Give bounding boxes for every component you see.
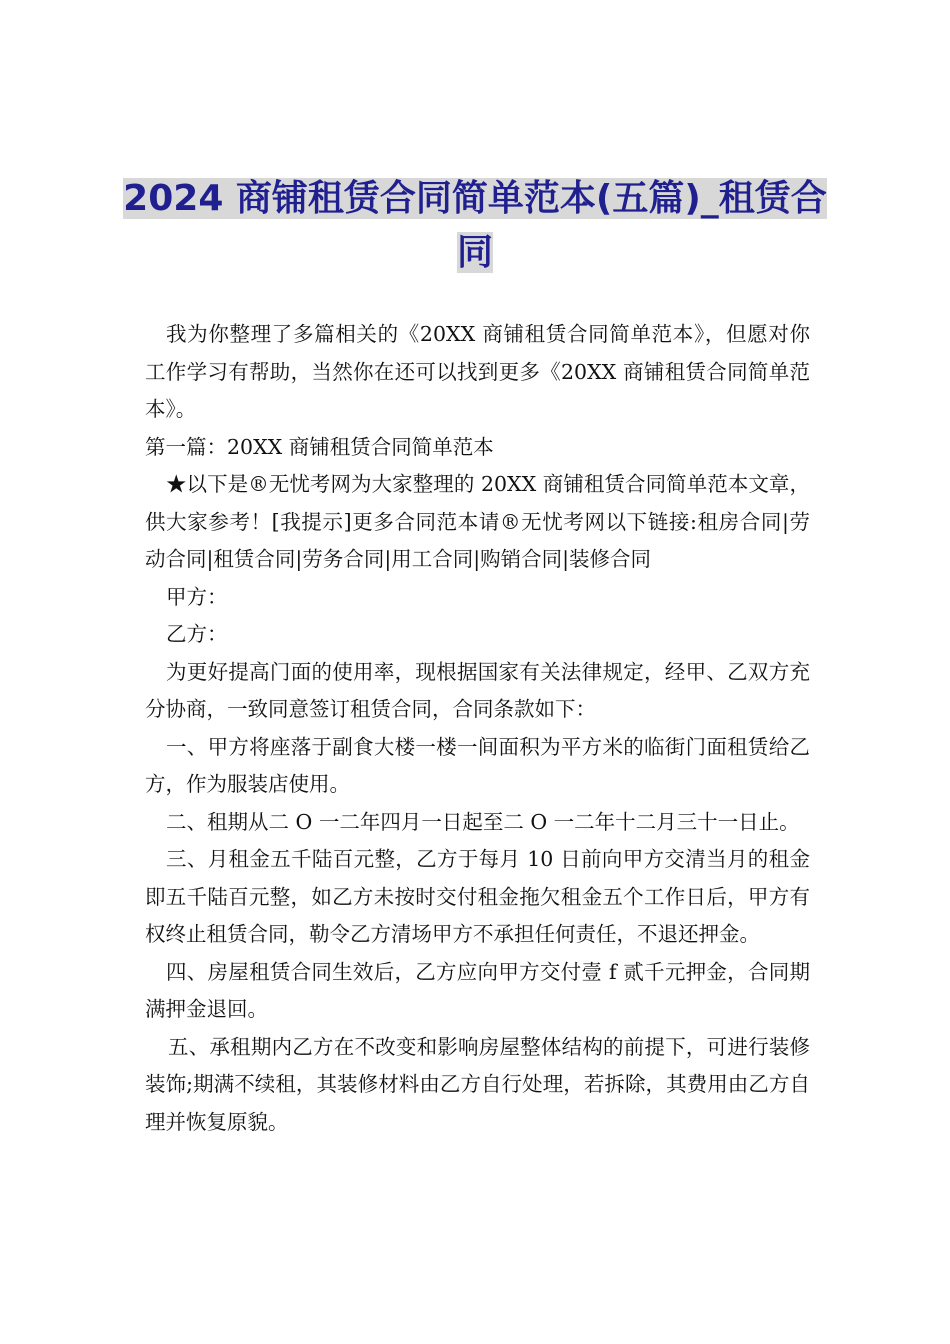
clause-4: 四、房屋租赁合同生效后，乙方应向甲方交付壹 f 贰千元押金，合同期满押金退回。	[145, 959, 810, 1021]
notice-paragraph: ★以下是®无忧考网为大家整理的 20XX 商铺租赁合同简单范本文章，供大家参考！[我提示]更多合同范本请®无忧考网以下链接:租房合同|劳动合同|租赁合同|劳务合同|用工合同|购销合同|装修合同	[145, 472, 810, 571]
section-heading: 第一篇：20XX 商铺租赁合同简单范本	[145, 434, 494, 459]
preamble-paragraph: 为更好提高门面的使用率，现根据国家有关法律规定，经甲、乙双方充分协商，一致同意签订租赁合同，合同条款如下：	[145, 659, 810, 721]
document-title: 2024 商铺租赁合同简单范本(五篇)_租赁合同	[123, 178, 827, 273]
party-b-line: 乙方：	[166, 622, 228, 646]
party-a-line: 甲方：	[166, 584, 228, 609]
clause-5: 五、承租期内乙方在不改变和影响房屋整体结构的前提下，可进行装修装饰;期满不续租，其装修材料由乙方自行处理，若拆除，其费用由乙方自理并恢复原貌。	[145, 1034, 810, 1134]
clause-3: 三、月租金五千陆百元整，乙方于每月 10 日前向甲方交清当月的租金即五千陆百元整，如乙方未按时交付租金拖欠租金五个工作日后，甲方有权终止租赁合同，勒令乙方清场甲方不承担任何责任，不退还押金。	[145, 847, 810, 946]
document-body	[145, 316, 810, 1141]
clause-2: 二、租期从二 O 一二年四月一日起至二 O 一二年十二月三十一日止。	[166, 809, 800, 834]
intro-paragraph: 我为你整理了多篇相关的《20XX 商铺租赁合同简单范本》，但愿对你工作学习有帮助，当然你在还可以找到更多《20XX 商铺租赁合同简单范本》。	[145, 322, 810, 421]
clause-1: 一、甲方将座落于副食大楼一楼一间面积为平方米的临街门面租赁给乙方，作为服装店使用。	[145, 734, 810, 796]
